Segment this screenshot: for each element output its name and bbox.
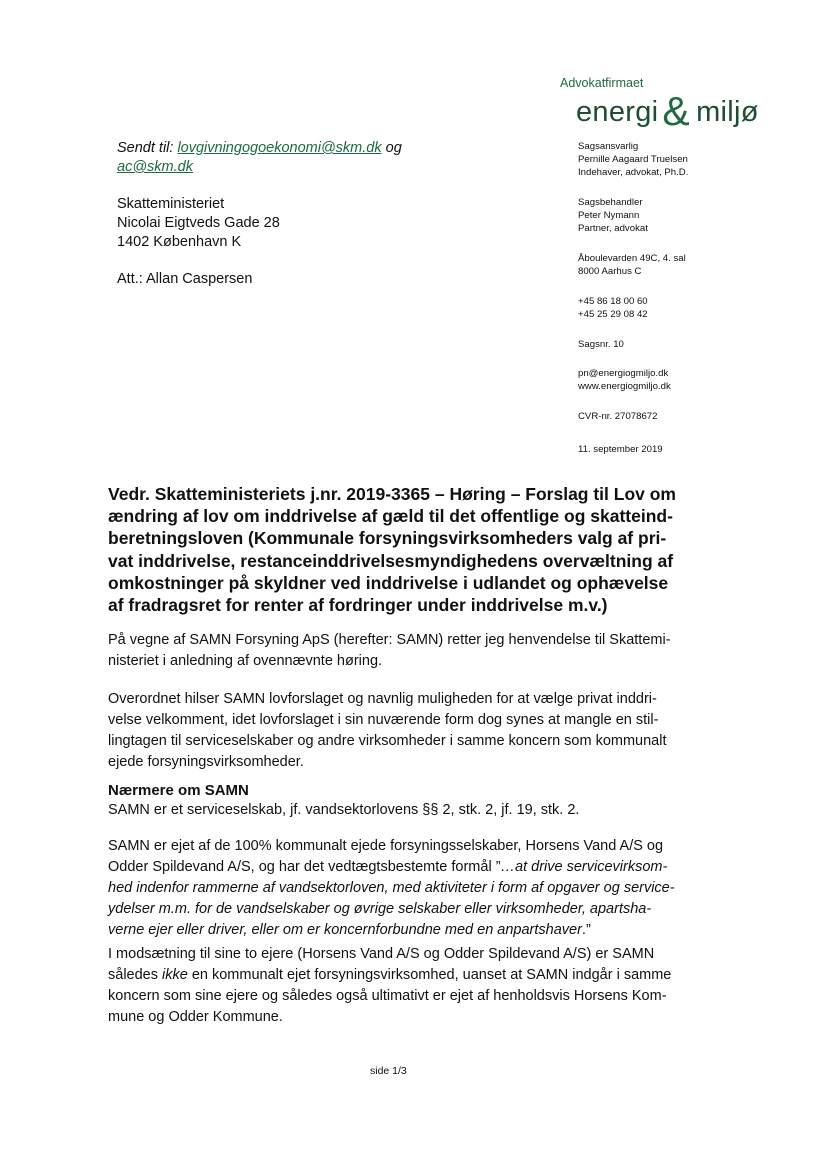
paragraph-line: Overordnet hilser SAMN lovforslaget og navnlig muligheden for at vælge privat inddri-: [108, 691, 657, 707]
emphasis-text: ikke: [162, 967, 188, 983]
email-link-1[interactable]: lovgivningogoekonomi@skm.dk: [177, 140, 382, 156]
sent-to-label: Sendt til:: [117, 140, 174, 156]
paragraph-text: således: [108, 967, 163, 983]
responsible-title: Indehaver, advokat, Ph.D.: [578, 167, 689, 178]
subject-line: af fradragsret for renter af fordringer under inddrivelse m.v.): [108, 595, 608, 616]
responsible-name: Pernille Aagaard Truelsen: [578, 154, 688, 165]
handler-title: Partner, advokat: [578, 223, 648, 234]
section-heading: Nærmere om SAMN: [108, 782, 249, 799]
paragraph-line: mune og Odder Kommune.: [108, 1009, 283, 1025]
responsible-label: Sagsansvarlig: [578, 141, 639, 152]
quote-text: …at drive servicevirksom-: [500, 859, 668, 875]
subject-line: omkostninger på skyldner ved inddrivelse i udlandet og ophævelse: [108, 572, 669, 593]
paragraph-line: SAMN er et serviceselskab, jf. vandsektorlovens §§ 2, stk. 2, jf. 19, stk. 2.: [108, 802, 580, 818]
paragraph-line: [108, 965, 678, 986]
logo-ampersand: &: [662, 88, 691, 134]
sender-address-2: 8000 Aarhus C: [578, 266, 642, 277]
quote-line: ydelser m.m. for de vandselskaber og øvrige selskaber eller virksomheder, apartsha-: [108, 901, 652, 917]
recipient-org: Skatteministeriet: [117, 196, 225, 212]
paragraph-text: en kommunalt ejet forsyningsvirksomhed, uanset at SAMN indgår i samme: [187, 967, 672, 983]
paragraph-text: .”: [581, 922, 591, 938]
case-number: Sagsnr. 10: [578, 339, 624, 350]
subject-line: beretningsloven (Kommunale forsyningsvirksomheders valg af pri-: [108, 528, 667, 549]
logo-word-miljo: miljø: [696, 96, 759, 128]
email-link-2[interactable]: ac@skm.dk: [117, 159, 193, 175]
paragraph-4: [108, 836, 678, 941]
paragraph-line: [108, 857, 678, 878]
subject-line: ændring af lov om inddrivelse af gæld til det offentlige og skatteind-: [108, 506, 673, 527]
paragraph-line: I modsætning til sine to ejere (Horsens Vand A/S og Odder Spildevand A/S) er SAMN: [108, 946, 655, 962]
logo-word-energi: energi: [576, 96, 659, 128]
paragraph-text: Odder Spildevand A/S, og har det vedtægtsbestemte formål ”: [108, 859, 501, 875]
paragraph-line: ejede forsyningsvirksomheder.: [108, 754, 304, 770]
cvr-number: CVR-nr. 27078672: [578, 411, 658, 422]
paragraph-line: På vegne af SAMN Forsyning ApS (herefter: SAMN) retter jeg henvendelse til Skattemi-: [108, 632, 671, 648]
quote-text: verne ejer eller driver, eller om er koncernforbundne med en anpartshaver: [108, 922, 582, 938]
paragraph-2: [108, 689, 678, 773]
sent-to: [117, 139, 402, 177]
letter-date: 11. september 2019: [578, 444, 663, 455]
paragraph-line: nisteriet i anledning af ovennævnte høring.: [108, 653, 383, 669]
recipient-street: Nicolai Eigtveds Gade 28: [117, 215, 280, 231]
handler-name: Peter Nymann: [578, 210, 640, 221]
quote-line: hed indenfor rammerne af vandsektorloven, med aktiviteter i form af opgaver og service-: [108, 880, 675, 896]
sender-phone-1: +45 86 18 00 60: [578, 296, 648, 307]
paragraph-3: [108, 800, 678, 821]
sender-email: pn@energiogmiljo.dk: [578, 368, 669, 379]
subject-line: Vedr. Skatteministeriets j.nr. 2019-3365 – Høring – Forslag til Lov om: [108, 484, 676, 504]
sender-phone-2: +45 25 29 08 42: [578, 309, 648, 320]
sender-address-1: Åboulevarden 49C, 4. sal: [578, 253, 686, 264]
paragraph-line: lingtagen til serviceselskaber og andre virksomheder i samme koncern som kommunalt: [108, 733, 667, 749]
paragraph-line: velse velkomment, idet lovforslaget i sin nuværende form dog synes at mangle en stil-: [108, 712, 659, 728]
paragraph-5: [108, 944, 678, 1028]
recipient-city: 1402 København K: [117, 234, 242, 250]
paragraph-line: koncern som sine ejere og således også ultimativt er ejet af henholdsvis Horsens Kom-: [108, 988, 667, 1004]
subject-line: vat inddrivelse, restanceinddrivelsesmyndighedens overvæltning af: [108, 550, 674, 571]
subject-heading: [108, 483, 676, 616]
logo: [576, 84, 759, 134]
recipient-att: Att.: Allan Caspersen: [117, 271, 253, 287]
paragraph-1: [108, 630, 678, 672]
handler-label: Sagsbehandler: [578, 197, 643, 208]
paragraph-line: SAMN er ejet af de 100% kommunalt ejede forsyningsselskaber, Horsens Vand A/S og: [108, 838, 664, 854]
sent-to-connector: og: [385, 140, 402, 156]
logo-tagline: Advokatfirmaet: [560, 76, 644, 90]
sender-website: www.energiogmiljo.dk: [578, 381, 671, 392]
page-number: side 1/3: [370, 1065, 407, 1077]
paragraph-line: [108, 920, 678, 941]
